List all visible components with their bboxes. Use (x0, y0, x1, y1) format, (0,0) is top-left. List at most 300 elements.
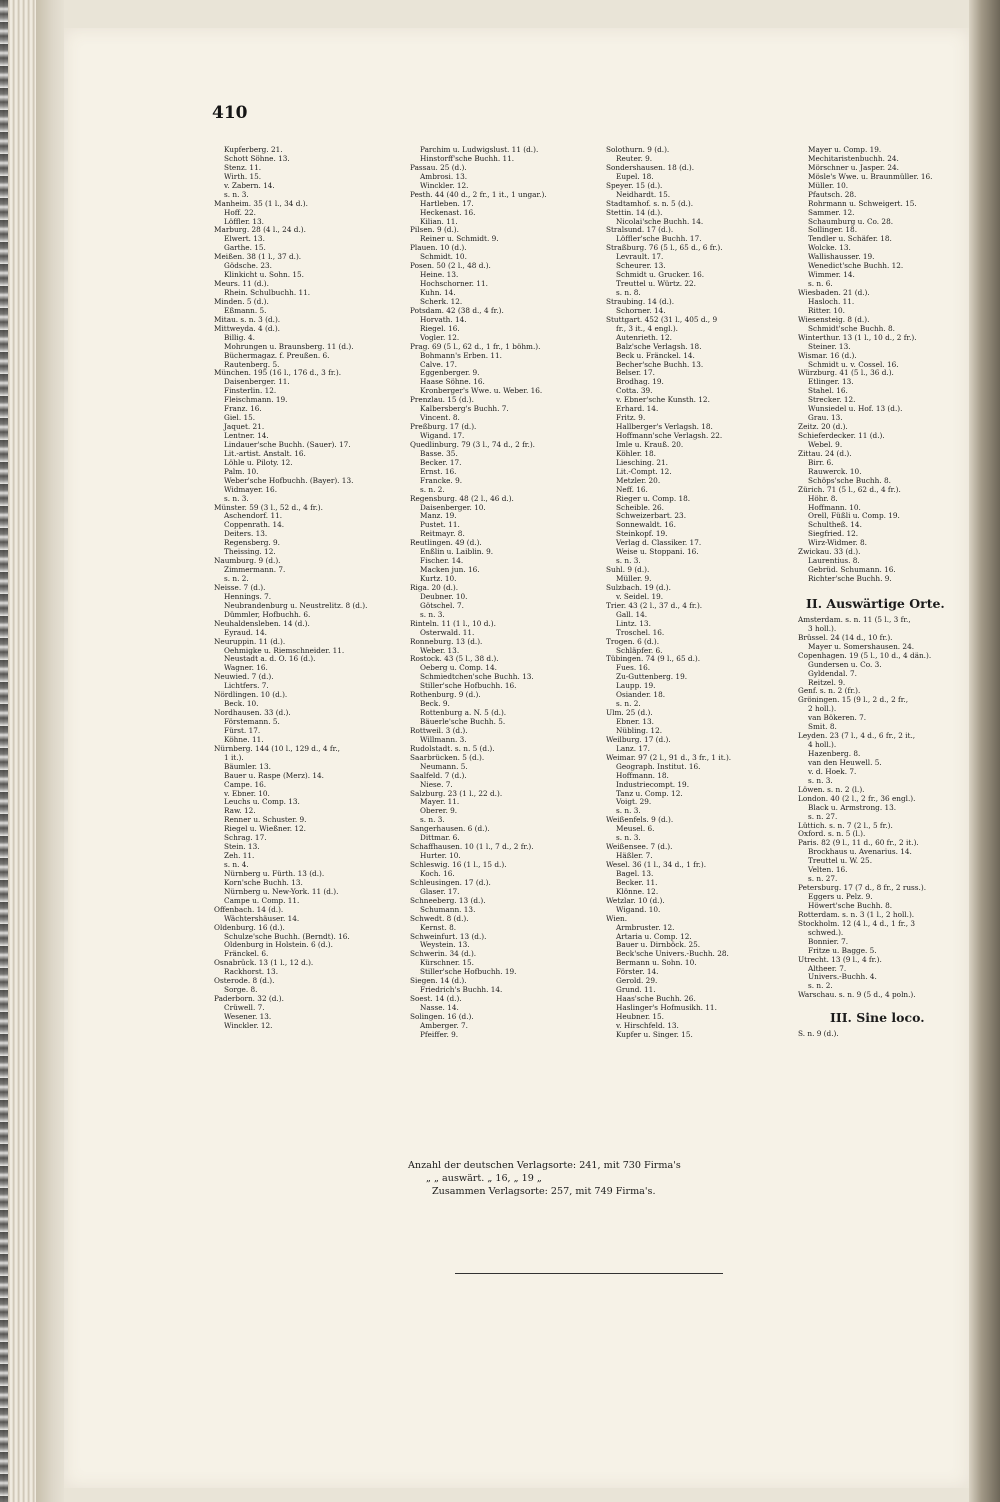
index-entry: Klinkicht u. Sohn. 15. (224, 271, 304, 280)
index-entry: Straubing. 14 (d.). (606, 297, 675, 306)
index-entry: Reuter. 9. (616, 154, 653, 163)
index-entry: s. n. 3. (616, 834, 641, 843)
index-entry: Naumburg. 9 (d.). (214, 557, 281, 566)
index-entry: S. n. 9 (d.). (798, 1030, 839, 1039)
index-entry: Wesener. 13. (224, 1012, 272, 1021)
index-entry: van Bökeren. 7. (808, 714, 867, 723)
index-entry: Salzburg. 23 (1 l., 22 d.). (410, 789, 503, 798)
index-entry: Palm. 10. (224, 467, 259, 476)
index-entry: Vogler. 12. (420, 333, 460, 342)
index-entry: Schwedt. 8 (d.). (410, 914, 469, 923)
index-entry: Neumann. 5. (420, 762, 468, 771)
index-entry: Dümmler, Hofbuchh. 6. (224, 610, 311, 619)
index-entry: Sorge. 8. (224, 986, 258, 995)
index-entry: Rostock. 43 (5 l., 38 d.). (410, 655, 499, 664)
index-entry: Schott Söhne. 13. (224, 154, 290, 163)
index-entry: 2 holl.). (808, 705, 837, 714)
index-entry: Utrecht. 13 (9 l., 4 fr.). (798, 955, 882, 964)
index-entry: Wien. (606, 914, 628, 923)
index-entry: v. d. Hoek. 7. (808, 767, 857, 776)
index-entry: Mitau. s. n. 3 (d.). (214, 315, 281, 324)
index-entry: Birr. 6. (808, 458, 834, 467)
index-entry: Ulm. 25 (d.). (606, 709, 653, 718)
index-entry: Scheible. 26. (616, 503, 665, 512)
index-entry: Scherk. 12. (420, 297, 463, 306)
index-entry: Häßler. 7. (616, 852, 653, 861)
index-entry: Liesching. 21. (616, 458, 668, 467)
index-entry: Kürschner. 15. (420, 959, 474, 968)
index-entry: v. Ebner'sche Kunsth. 12. (616, 396, 710, 405)
index-entry: Kalbersberg's Buchh. 7. (420, 405, 509, 414)
index-entry: Ambrosi. 13. (420, 172, 468, 181)
index-entry: Köhne. 11. (224, 735, 264, 744)
index-entry: Minden. 5 (d.). (214, 297, 269, 306)
index-entry: Steinkopf. 19. (616, 530, 668, 539)
index-entry: Saarbrücken. 5 (d.). (410, 753, 485, 762)
index-entry: Daisenberger. 11. (224, 378, 290, 387)
index-entry: Garthe. 15. (224, 244, 266, 253)
index-entry: Stiller'sche Hofbuchh. 16. (420, 682, 517, 691)
index-entry: Eyraud. 14. (224, 628, 267, 637)
index-entry: Weimar. 97 (2 l., 91 d., 3 fr., 1 it.). (606, 753, 732, 762)
index-entry: Heubner. 15. (616, 1012, 664, 1021)
index-entry: Nördlingen. 10 (d.). (214, 691, 288, 700)
index-entry: Schmidt'sche Buchh. 8. (808, 324, 895, 333)
index-entry: Haas'sche Buchh. 26. (616, 995, 696, 1004)
index-entry: Schweinfurt. 13 (d.). (410, 932, 487, 941)
column-4-foreign-entries (798, 616, 978, 1000)
index-entry: Rohrmann u. Schweigert. 15. (808, 199, 917, 208)
index-entry: Hurter. 10. (420, 852, 461, 861)
index-entry: Nürnberg u. New-York. 11 (d.). (224, 887, 339, 896)
index-entry: Ernst. 16. (420, 467, 457, 476)
index-entry: Industriecompt. 19. (616, 780, 690, 789)
column-4-sine-loco-entries (798, 1030, 978, 1039)
index-entry: Gebrüd. Schumann. 16. (808, 566, 896, 575)
page-gutter (36, 0, 64, 1502)
index-entry: s. n. 3. (616, 807, 641, 816)
index-entry: Zürich. 71 (5 l., 62 d., 4 fr.). (798, 485, 901, 494)
index-entry: Beck u. Fränckel. 14. (616, 351, 695, 360)
index-entry: Riegel. 16. (420, 324, 460, 333)
index-entry: Webel. 9. (808, 440, 843, 449)
index-entry: Mittweyda. 4 (d.). (214, 324, 280, 333)
index-entry: 4 holl.). (808, 741, 837, 750)
index-entry: Meurs. 11 (d.). (214, 280, 269, 289)
index-entry: Calve. 17. (420, 360, 457, 369)
index-entry: Rottenburg a. N. 5 (d.). (420, 709, 507, 718)
index-entry: Lintz. 13. (616, 619, 651, 628)
index-entry: Widmayer. 16. (224, 485, 278, 494)
index-entry: Pilsen. 9 (d.). (410, 226, 459, 235)
index-entry: Mayer. 11. (420, 798, 460, 807)
index-entry: Wunsiedel u. Hof. 13 (d.). (808, 405, 903, 414)
index-entry: Löffler. 13. (224, 217, 265, 226)
index-entry: Wächtershäuser. 14. (224, 914, 300, 923)
index-entry: Würzburg. 41 (5 l., 36 d.). (798, 369, 894, 378)
index-entry: Siegfried. 12. (808, 530, 859, 539)
index-entry: Heckenast. 16. (420, 208, 476, 217)
index-entry: Förster. 14. (616, 968, 659, 977)
index-entry: Nasse. 14. (420, 1004, 459, 1012)
index-entry: Sonnewaldt. 16. (616, 521, 676, 530)
index-entry: München. 195 (16 l., 176 d., 3 fr.). (214, 369, 342, 378)
index-entry: Hasloch. 11. (808, 297, 855, 306)
index-entry: Wallishausser. 19. (808, 253, 875, 262)
index-entry: Posen. 50 (2 l., 48 d.). (410, 262, 491, 271)
column-2 (410, 146, 596, 1040)
index-entry: Leyden. 23 (7 l., 4 d., 6 fr., 2 it., (798, 732, 916, 741)
index-entry: Treuttel u. Würtz. 22. (616, 280, 696, 289)
index-entry: Zeitz. 20 (d.). (798, 423, 848, 432)
index-entry: 1 it.). (224, 753, 244, 762)
index-entry: Reitzel. 9. (808, 678, 846, 687)
index-entry: Potsdam. 42 (38 d., 4 fr.). (410, 306, 504, 315)
index-entry: Pustet. 11. (420, 521, 460, 530)
index-entry: Quedlinburg. 79 (3 l., 74 d., 2 fr.). (410, 440, 535, 449)
index-entry: Schrag. 17. (224, 834, 267, 843)
index-entry: Kupferberg. 21. (224, 146, 283, 154)
index-entry: Voigt. 29. (616, 798, 652, 807)
index-entry: Beck. 10. (224, 700, 259, 709)
index-entry: Lanz. 17. (616, 744, 650, 753)
index-entry: Neuruppin. 11 (d.). (214, 637, 286, 646)
page-number: 410 (212, 103, 248, 123)
index-entry: s. n. 2. (224, 575, 249, 583)
index-entry: Orell, Füßli u. Comp. 19. (808, 512, 900, 521)
index-entry: Heine. 13. (420, 271, 459, 280)
index-entry: Kernst. 8. (420, 923, 457, 932)
index-entry: Vincent. 8. (420, 414, 460, 423)
index-entry: Neustadt a. d. O. 16 (d.). (224, 655, 316, 664)
index-entry: Fritz. 9. (616, 414, 646, 423)
index-entry: Velten. 16. (808, 866, 848, 875)
index-entry: Nübling. 12. (616, 726, 663, 735)
index-entry: Höwert'sche Buchh. 8. (808, 901, 893, 910)
index-entry: Jaquet. 21. (224, 423, 265, 432)
index-entry: Fischer. 14. (420, 557, 464, 566)
index-entry: Neisse. 7 (d.). (214, 583, 266, 592)
index-entry: s. n. 3. (420, 610, 445, 619)
index-entry: Autenrieth. 12. (616, 333, 672, 342)
index-entry: Paris. 82 (9 l., 11 d., 60 fr., 2 it.). (798, 839, 919, 848)
index-entry: Bermann u. Sohn. 10. (616, 959, 697, 968)
index-entry: Scheurer. 13. (616, 262, 666, 271)
index-entry: Enßlin u. Laiblin. 9. (420, 548, 494, 557)
index-entry: Haase Söhne. 16. (420, 378, 485, 387)
index-entry: Amsterdam. s. n. 11 (5 l., 3 fr., (798, 615, 911, 624)
index-entry: Straßburg. 76 (5 l., 65 d., 6 fr.). (606, 244, 723, 253)
index-entry: Hoffmann. 10. (808, 503, 861, 512)
index-entry: Löhle u. Piloty. 12. (224, 458, 293, 467)
index-entry: Schweizerbart. 23. (616, 512, 687, 521)
index-entry: Amberger. 7. (420, 1021, 468, 1030)
index-entry: Pfautsch. 28. (808, 190, 857, 199)
index-entry: Plauen. 10 (d.). (410, 244, 467, 253)
index-entry: 3 holl.). (808, 624, 837, 633)
summary-foreign: „ „ auswärt. „ 16, „ 19 „ (426, 1173, 542, 1184)
index-entry: Brüssel. 24 (14 d., 10 fr.). (798, 633, 893, 642)
index-entry: Cotta. 39. (616, 387, 653, 396)
index-entry: Riga. 20 (d.). (410, 583, 459, 592)
index-entry: Beck'sche Univers.-Buchh. 28. (616, 950, 729, 959)
index-entry: Bauer u. Dirnböck. 25. (616, 941, 701, 950)
index-entry: Fleischmann. 19. (224, 396, 288, 405)
index-entry: Grund. 11. (616, 986, 656, 995)
index-entry: Armbruster. 12. (616, 923, 675, 932)
index-entry: Rautenberg. 5. (224, 360, 280, 369)
index-entry: Stadtamhof. s. n. 5 (d.). (606, 199, 694, 208)
index-entry: Oldenburg. 16 (d.). (214, 923, 285, 932)
index-entry: Hoffmann. 18. (616, 771, 669, 780)
index-entry: Rieger u. Comp. 18. (616, 494, 691, 503)
index-entry: Mösle's Wwe. u. Braunmüller. 16. (808, 172, 933, 181)
index-entry: Schorner. 14. (616, 306, 666, 315)
index-entry: Niese. 7. (420, 780, 453, 789)
index-entry: Prenzlau. 15 (d.). (410, 396, 474, 405)
index-entry: Siegen. 14 (d.). (410, 977, 467, 986)
index-entry: Basse. 35. (420, 449, 458, 458)
index-entry: Kilian. 11. (420, 217, 458, 226)
index-entry: Stein. 13. (224, 843, 260, 852)
index-entry: s. n. 3. (224, 494, 249, 503)
index-entry: Friedrich's Buchh. 14. (420, 986, 503, 995)
index-entry: Hartleben. 17. (420, 199, 474, 208)
index-entry: Dittmar. 6. (420, 834, 460, 843)
index-entry: Brodhag. 19. (616, 378, 664, 387)
index-entry: Balz'sche Verlagsh. 18. (616, 342, 702, 351)
index-entry: Eupel. 18. (616, 172, 654, 181)
index-entry: Bohmann's Erben. 11. (420, 351, 502, 360)
index-entry: Mechitaristenbuchh. 24. (808, 154, 899, 163)
index-entry: Solingen. 16 (d.). (410, 1012, 474, 1021)
index-entry: Neidhardt. 15. (616, 190, 671, 199)
index-entry: Eggers u. Pelz. 9. (808, 893, 873, 901)
index-entry: Schumann. 13. (420, 905, 476, 914)
index-entry: Wesel. 36 (1 l., 34 d., 1 fr.). (606, 861, 707, 869)
index-entry: Stahel. 16. (808, 387, 848, 396)
index-entry: Müller. 10. (808, 181, 849, 190)
index-entry: Crüwell. 7. (224, 1004, 265, 1012)
index-entry: Neuhaldensleben. 14 (d.). (214, 619, 310, 628)
index-entry: Neubrandenburg u. Neustrelitz. 8 (d.). (224, 601, 368, 610)
index-entry: Pfeiffer. 9. (420, 1030, 459, 1039)
index-entry: Korn'sche Buchh. 13. (224, 878, 303, 887)
summary-total: Zusammen Verlagsorte: 257, mit 749 Firma's. (432, 1186, 656, 1197)
index-entry: Stenz. 11. (224, 163, 262, 172)
index-entry: Hallberger's Verlagsh. 18. (616, 423, 713, 432)
index-entry: s. n. 8. (616, 289, 641, 297)
index-entry: Winckler. 12. (420, 181, 469, 190)
column-4 (798, 146, 978, 1039)
index-entry: Laupp. 19. (616, 682, 656, 691)
index-entry: Rotterdam. s. n. 3 (1 l., 2 holl.). (798, 910, 915, 919)
index-entry: Schaffhausen. 10 (1 l., 7 d., 2 fr.). (410, 843, 534, 852)
index-entry: Campe. 16. (224, 780, 267, 789)
index-entry: Becker. 17. (420, 458, 462, 467)
index-entry: Wirth. 15. (224, 172, 262, 181)
index-entry: Wimmer. 14. (808, 271, 855, 280)
index-entry: Lentner. 14. (224, 432, 269, 440)
index-entry: Aschendorf. 11. (224, 512, 283, 521)
index-entry: Tübingen. 74 (9 l., 65 d.). (606, 655, 701, 664)
index-entry: Neuwied. 7 (d.). (214, 673, 274, 682)
index-entry: Raw. 12. (224, 807, 256, 816)
index-entry: Hinstorff'sche Buchh. 11. (420, 154, 515, 163)
index-entry: Schwerin. 34 (d.). (410, 950, 477, 959)
index-entry: schwed.). (808, 928, 844, 937)
index-entry: Paderborn. 32 (d.). (214, 995, 284, 1004)
index-entry: Fränckel. 6. (224, 950, 269, 959)
index-entry: Solothurn. 9 (d.). (606, 146, 670, 154)
index-entry: Trogen. 6 (d.). (606, 637, 660, 646)
index-entry: Mayer u. Somershausen. 24. (808, 642, 915, 651)
index-entry: Götschel. 7. (420, 601, 464, 610)
index-entry: Fürst. 17. (224, 726, 261, 735)
index-entry: Franz. 16. (224, 405, 262, 414)
index-entry: Troschel. 16. (616, 628, 665, 637)
index-entry: Hochschorner. 11. (420, 280, 488, 289)
index-entry: Lit.-artist. Anstalt. 16. (224, 449, 306, 458)
index-entry: v. Zabern. 14. (224, 181, 275, 190)
index-entry: Lindauer'sche Buchh. (Sauer). 17. (224, 440, 351, 449)
index-entry: Stralsund. 17 (d.). (606, 226, 674, 235)
index-entry: Stettin. 14 (d.). (606, 208, 663, 217)
index-entry: s. n. 2. (616, 700, 641, 709)
index-entry: Osterode. 8 (d.). (214, 977, 275, 986)
index-entry: Schöps'sche Buchh. 8. (808, 476, 891, 485)
index-entry: Reitmayr. 8. (420, 530, 465, 539)
index-entry: Elwert. 13. (224, 235, 265, 244)
index-entry: Rothenburg. 9 (d.). (410, 691, 481, 700)
index-entry: Bauer u. Raspe (Merz). 14. (224, 771, 325, 780)
index-entry: Mörschner u. Jasper. 24. (808, 163, 899, 172)
index-entry: Soest. 14 (d.). (410, 995, 462, 1004)
index-entry: Zeh. 11. (224, 852, 255, 861)
index-entry: Stuttgart. 452 (31 l., 405 d., 9 (606, 315, 718, 324)
index-entry: van den Heuwell. 5. (808, 758, 882, 767)
index-entry: Brockhaus u. Avenarius. 14. (808, 848, 912, 857)
index-entry: Zimmermann. 7. (224, 566, 286, 575)
index-entry: s. n. 3. (808, 776, 833, 785)
index-entry: Winterthur. 13 (1 l., 10 d., 2 fr.). (798, 333, 917, 342)
index-entry: Petersburg. 17 (7 d., 8 fr., 2 russ.). (798, 884, 927, 893)
index-entry: Stockholm. 12 (4 l., 4 d., 1 fr., 3 (798, 919, 916, 928)
index-entry: s. n. 2. (420, 485, 445, 494)
index-entry: Becker. 11. (616, 878, 658, 887)
index-entry: Willmann. 3. (420, 735, 467, 744)
index-entry: Ritter. 10. (808, 306, 845, 315)
index-entry: Weise u. Stoppani. 16. (616, 548, 699, 557)
index-entry: Osiander. 18. (616, 691, 666, 700)
index-entry: Winckler. 12. (224, 1021, 273, 1030)
index-entry: Schmiedtchen'sche Buchh. 13. (420, 673, 534, 682)
index-entry: Daisenberger. 10. (420, 503, 486, 512)
index-entry: Meißen. 38 (1 l., 37 d.). (214, 253, 302, 262)
index-entry: Wigand. 10. (616, 905, 661, 914)
index-entry: Oeberg u. Comp. 14. (420, 664, 497, 673)
index-entry: Ebner. 13. (616, 718, 654, 726)
index-entry: Zu-Guttenberg. 19. (616, 673, 688, 682)
index-entry: Bagel. 13. (616, 869, 654, 878)
index-entry: Löwen. s. n. 2 (l.). (798, 785, 865, 794)
index-entry: Weber. 13. (420, 646, 460, 655)
index-entry: Giel. 15. (224, 414, 256, 423)
index-entry: Wirz-Widmer. 8. (808, 539, 868, 548)
index-entry: s. n. 3. (616, 557, 641, 566)
index-entry: Reiner u. Schmidt. 9. (420, 235, 499, 244)
index-entry: Oberer. 9. (420, 807, 458, 816)
index-entry: Rackhorst. 13. (224, 968, 279, 977)
index-entry: Mayer u. Comp. 19. (808, 146, 882, 154)
index-entry: s. n. 27. (808, 875, 838, 884)
summary-german: Anzahl der deutschen Verlagsorte: 241, mit 730 Firma's (408, 1160, 681, 1171)
index-entry: Renner u. Schuster. 9. (224, 816, 307, 825)
index-entry: Theissing. 12. (224, 548, 276, 557)
index-entry: Glaser. 17. (420, 887, 460, 896)
index-entry: Geograph. Institut. 16. (616, 762, 701, 771)
index-entry: Smit. 8. (808, 723, 837, 732)
index-entry: Genf. s. n. 2 (fr.). (798, 687, 861, 696)
index-entry: Schmidt u. v. Cossel. 16. (808, 360, 899, 369)
index-entry: Warschau. s. n. 9 (5 d., 4 poln.). (798, 991, 916, 1000)
index-entry: Rinteln. 11 (1 l., 10 d.). (410, 619, 496, 628)
index-entry: Weißensee. 7 (d.). (606, 843, 673, 852)
index-entry: Preßburg. 17 (d.). (410, 423, 477, 432)
index-entry: Mohrungen u. Braunsberg. 11 (d.). (224, 342, 354, 351)
index-entry: Wiesbaden. 21 (d.). (798, 289, 870, 297)
index-entry: Levrault. 17. (616, 253, 664, 262)
index-entry: Horvath. 14. (420, 315, 467, 324)
index-entry: Ronneburg. 13 (d.). (410, 637, 483, 646)
index-entry: Klönne. 12. (616, 887, 659, 896)
index-entry: Hoffmann'sche Verlagsh. 22. (616, 432, 723, 440)
index-entry: Hennings. 7. (224, 592, 272, 601)
index-entry: Osnabrück. 13 (1 l., 12 d.). (214, 959, 314, 968)
index-entry: Pesth. 44 (40 d., 2 fr., 1 it., 1 ungar.). (410, 190, 547, 199)
index-entry: Hazenberg. 8. (808, 750, 861, 758)
index-entry: Campe u. Comp. 11. (224, 896, 300, 905)
index-entry: Finsterlin. 12. (224, 387, 277, 396)
index-entry: Haslinger's Hofmusikh. 11. (616, 1004, 717, 1012)
index-entry: fr., 3 it., 4 engl.). (616, 324, 679, 333)
index-entry: Osterwald. 11. (420, 628, 475, 637)
index-entry: v. Seidel. 19. (616, 592, 664, 601)
index-entry: s. n. 2. (808, 982, 833, 991)
bottom-rule (455, 1273, 723, 1274)
summary-block (408, 1159, 768, 1198)
index-entry: Eggenberger. 9. (420, 369, 480, 378)
index-entry: Lüttich. s. n. 7 (2 l., 5 fr.). (798, 821, 893, 830)
index-entry: Bäumler. 13. (224, 762, 271, 771)
index-entry: Regensberg. 9. (224, 539, 280, 548)
index-entry: Grau. 13. (808, 414, 843, 423)
index-entry: Gyldendal. 7. (808, 669, 857, 678)
index-entry: Metzler. 20. (616, 476, 661, 485)
index-entry: Rudolstadt. s. n. 5 (d.). (410, 744, 495, 753)
index-entry: Altheer. 7. (808, 964, 847, 973)
index-entry: Becher'sche Buchh. 13. (616, 360, 704, 369)
index-entry: Schulze'sche Buchh. (Berndt). 16. (224, 932, 350, 941)
index-entry: Verlag d. Classiker. 17. (616, 539, 702, 548)
index-entry: Manz. 19. (420, 512, 457, 521)
index-entry: Black u. Armstrong. 13. (808, 803, 897, 812)
index-entry: Sammer. 12. (808, 208, 855, 217)
index-entry: Schultheß. 14. (808, 521, 862, 530)
index-entry: Lit.-Compt. 12. (616, 467, 672, 476)
index-entry: Etlinger. 13. (808, 378, 854, 387)
index-entry: Artaria u. Comp. 12. (616, 932, 692, 941)
